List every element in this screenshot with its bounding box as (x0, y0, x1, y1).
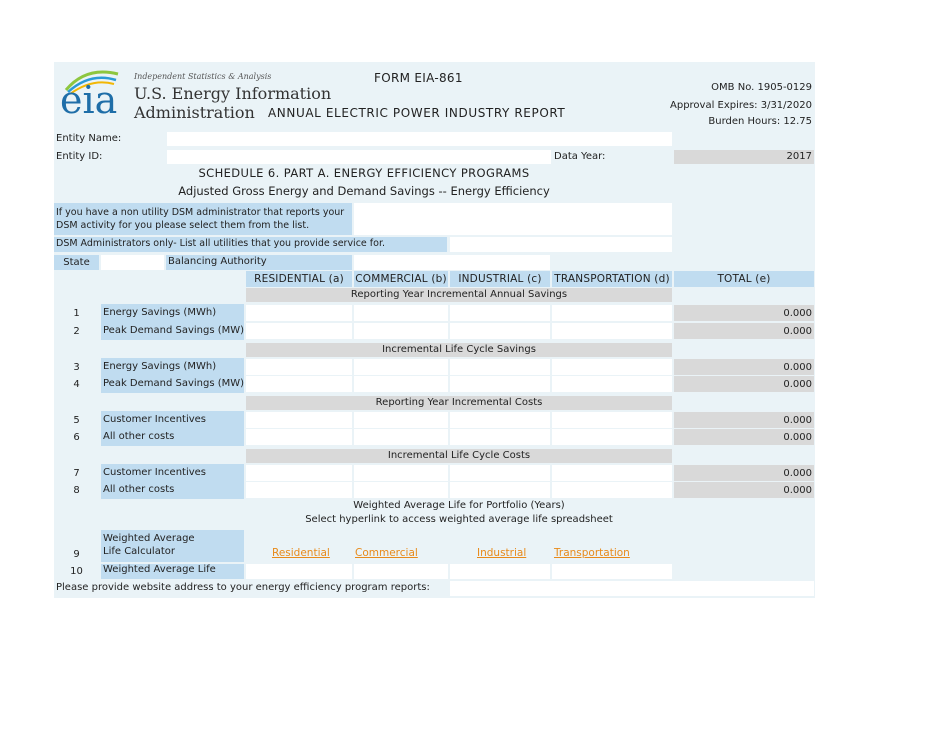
row6-residential-input[interactable] (246, 429, 352, 445)
dsm-administrator-select[interactable] (354, 203, 672, 235)
row-number: 7 (73, 468, 80, 479)
row8-transportation-input[interactable] (552, 482, 672, 498)
row-number: 2 (73, 326, 80, 337)
row4-total: 0.000 (674, 376, 814, 392)
row-label: Energy Savings (MWh) (101, 304, 244, 322)
omb-number: OMB No. 1905-0129 (711, 82, 812, 93)
row7-transportation-input[interactable] (552, 465, 672, 481)
row4-residential-input[interactable] (246, 376, 352, 392)
col-residential: RESIDENTIAL (a) (246, 271, 352, 287)
row10-residential-input[interactable] (246, 564, 352, 579)
row7-total: 0.000 (674, 465, 814, 481)
col-industrial: INDUSTRIAL (c) (450, 271, 550, 287)
row1-residential-input[interactable] (246, 305, 352, 321)
weighted-average-instructions: Select hyperlink to access weighted average life spreadsheet (305, 514, 613, 525)
row5-total: 0.000 (674, 412, 814, 428)
residential-link[interactable]: Residential (272, 547, 330, 559)
row3-commercial-input[interactable] (354, 359, 448, 375)
row-label: Peak Demand Savings (MW) (101, 375, 244, 393)
row-number: 1 (73, 308, 80, 319)
row2-commercial-input[interactable] (354, 323, 448, 339)
row-number: 10 (70, 566, 83, 577)
row-number: 3 (73, 362, 80, 373)
row10-label: Weighted Average Life (101, 564, 244, 579)
balancing-authority-input[interactable] (354, 255, 550, 270)
row1-commercial-input[interactable] (354, 305, 448, 321)
weighted-average-heading: Weighted Average Life for Portfolio (Years) (353, 500, 565, 511)
report-title: ANNUAL ELECTRIC POWER INDUSTRY REPORT (268, 106, 566, 120)
eia-861-form (54, 62, 815, 598)
section-incremental-life-cycle-costs: Incremental Life Cycle Costs (246, 449, 672, 463)
tagline: Independent Statistics & Analysis (134, 72, 272, 81)
row7-commercial-input[interactable] (354, 465, 448, 481)
row4-commercial-input[interactable] (354, 376, 448, 392)
logo-wordmark: eia (60, 78, 118, 122)
section-incremental-costs: Reporting Year Incremental Costs (246, 396, 672, 410)
row6-transportation-input[interactable] (552, 429, 672, 445)
row10-industrial-input[interactable] (450, 564, 550, 579)
row2-residential-input[interactable] (246, 323, 352, 339)
entity-id-label: Entity ID: (56, 151, 103, 162)
row-label: Customer Incentives (101, 464, 244, 482)
data-year-label: Data Year: (554, 151, 606, 162)
row-number: 5 (73, 415, 80, 426)
form-name: FORM EIA-861 (374, 71, 463, 85)
row-number: 6 (73, 432, 80, 443)
row10-commercial-input[interactable] (354, 564, 448, 579)
row1-total: 0.000 (674, 305, 814, 321)
row6-total: 0.000 (674, 429, 814, 445)
row2-transportation-input[interactable] (552, 323, 672, 339)
row1-transportation-input[interactable] (552, 305, 672, 321)
row5-residential-input[interactable] (246, 412, 352, 428)
col-total: TOTAL (e) (674, 271, 814, 287)
section-incremental-life-cycle-savings: Incremental Life Cycle Savings (246, 343, 672, 357)
row8-industrial-input[interactable] (450, 482, 550, 498)
eia-logo (58, 64, 130, 122)
col-transportation: TRANSPORTATION (d) (552, 271, 672, 287)
entity-name-label: Entity Name: (56, 133, 122, 144)
commercial-link[interactable]: Commercial (355, 547, 418, 559)
row4-transportation-input[interactable] (552, 376, 672, 392)
row6-commercial-input[interactable] (354, 429, 448, 445)
row10-transportation-input[interactable] (552, 564, 672, 579)
row9-label: Weighted Average Life Calculator (101, 530, 244, 562)
industrial-link[interactable]: Industrial (477, 547, 527, 559)
row1-industrial-input[interactable] (450, 305, 550, 321)
row8-total: 0.000 (674, 482, 814, 498)
dsm-admins-only-note: DSM Administrators only- List all utilities that you provide service for. (54, 237, 447, 252)
row-label: Customer Incentives (101, 411, 244, 429)
balancing-authority-label: Balancing Authority (166, 255, 352, 270)
org-name-line1: U.S. Energy Information (134, 84, 332, 103)
transportation-link[interactable]: Transportation (554, 547, 630, 559)
state-input[interactable] (101, 255, 164, 270)
row7-residential-input[interactable] (246, 465, 352, 481)
section-incremental-annual-savings: Reporting Year Incremental Annual Savings (246, 288, 672, 302)
website-label: Please provide website address to your energy efficiency program reports: (56, 582, 430, 593)
row8-residential-input[interactable] (246, 482, 352, 498)
row-number: 4 (73, 379, 80, 390)
row3-industrial-input[interactable] (450, 359, 550, 375)
row-number: 9 (73, 549, 80, 560)
row5-industrial-input[interactable] (450, 412, 550, 428)
state-label: State (54, 255, 99, 270)
entity-id-input[interactable] (167, 150, 551, 164)
data-year-value: 2017 (674, 150, 814, 164)
row-label: All other costs (101, 481, 244, 499)
row-label: Peak Demand Savings (MW) (101, 322, 244, 340)
row2-total: 0.000 (674, 323, 814, 339)
row-number: 8 (73, 485, 80, 496)
org-name-line2: Administration (134, 103, 255, 122)
approval-expires: Approval Expires: 3/31/2020 (670, 100, 812, 111)
row3-residential-input[interactable] (246, 359, 352, 375)
row5-commercial-input[interactable] (354, 412, 448, 428)
schedule-title: SCHEDULE 6. PART A. ENERGY EFFICIENCY PROGRAMS (198, 166, 530, 180)
burden-hours: Burden Hours: 12.75 (708, 116, 812, 127)
row4-industrial-input[interactable] (450, 376, 550, 392)
row6-industrial-input[interactable] (450, 429, 550, 445)
schedule-subtitle: Adjusted Gross Energy and Demand Savings -- Energy Efficiency (178, 184, 550, 198)
row-label: All other costs (101, 428, 244, 446)
col-commercial: COMMERCIAL (b) (355, 273, 447, 285)
row5-transportation-input[interactable] (552, 412, 672, 428)
row7-industrial-input[interactable] (450, 465, 550, 481)
row3-total: 0.000 (674, 359, 814, 375)
entity-name-input[interactable] (167, 132, 672, 146)
row-label: Energy Savings (MWh) (101, 358, 244, 376)
row8-commercial-input[interactable] (354, 482, 448, 498)
website-input[interactable] (450, 581, 814, 596)
row2-industrial-input[interactable] (450, 323, 550, 339)
dsm-question: If you have a non utility DSM administrator that reports your DSM activity for you please select them from the list. (54, 203, 352, 235)
row3-transportation-input[interactable] (552, 359, 672, 375)
dsm-utilities-input[interactable] (450, 237, 672, 252)
